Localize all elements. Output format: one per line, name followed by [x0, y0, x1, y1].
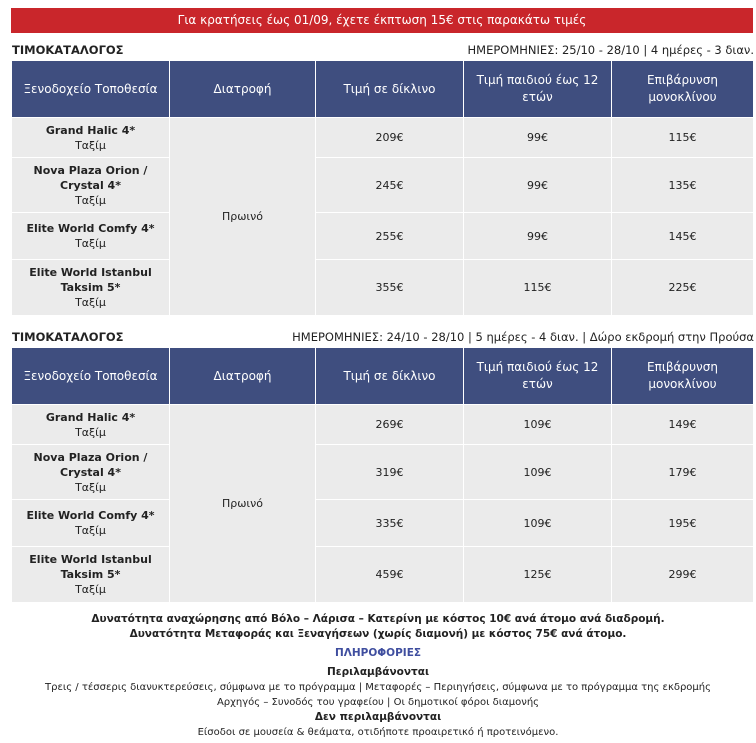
hotel-location: Ταξίμ: [75, 425, 106, 439]
single-supplement: 299€: [612, 547, 754, 603]
double-price: 245€: [316, 158, 464, 213]
child-price: 109€: [464, 445, 612, 500]
table-row: [12, 158, 754, 213]
header-double: Τιμή σε δίκλινο: [316, 348, 464, 405]
table-row: [12, 500, 754, 547]
hotel-name: Elite World Istanbul Taksim 5*: [29, 266, 152, 294]
hotel-name: Elite World Istanbul Taksim 5*: [29, 553, 152, 581]
info-title: ΠΛΗΡΟΦΟΡΙΕΣ: [334, 647, 422, 659]
hotel-location: Ταξίμ: [75, 583, 106, 596]
header-board: Διατροφή: [170, 61, 316, 118]
single-supplement: 115€: [612, 118, 754, 158]
double-price: 209€: [316, 118, 464, 158]
hotel-name: Grand Halic 4*: [45, 123, 136, 137]
hotel-location: Ταξίμ: [75, 480, 106, 494]
header-single: Επιβάρυνση μονοκλίνου: [612, 348, 754, 405]
section-2-dates: ΗΜΕΡΟΜΗΝΙΕΣ: 24/10 - 28/10 | 5 ημέρες - 4 διαν. | Δώρο εκδρομή στην Προύσα: [292, 330, 754, 344]
section-1-dates: ΗΜΕΡΟΜΗΝΙΕΣ: 25/10 - 28/10 | 4 ημέρες - 3 διαν.: [467, 43, 754, 57]
double-price: 355€: [316, 260, 464, 316]
single-supplement: 225€: [612, 260, 754, 316]
notes-block: [0, 612, 756, 740]
double-price: 335€: [316, 500, 464, 547]
hotel-cell: [12, 500, 170, 547]
excluded-line-1: Είσοδοι σε μουσεία & θεάματα, οτιδήποτε προαιρετικό ή προτεινόμενο.: [197, 727, 559, 738]
double-price: 459€: [316, 547, 464, 603]
hotel-cell: [12, 158, 170, 213]
hotel-name: Nova Plaza Orion / Crystal 4*: [33, 450, 148, 479]
header-double: Τιμή σε δίκλινο: [316, 61, 464, 118]
double-price: 269€: [316, 405, 464, 445]
double-price: 319€: [316, 445, 464, 500]
hotel-location: Ταξίμ: [75, 138, 106, 152]
hotel-name: Grand Halic 4*: [45, 410, 136, 424]
child-price: 115€: [464, 260, 612, 316]
transfer-note: Δυνατότητα Μεταφοράς και Ξεναγήσεων (χωρίς διαμονή) με κόστος 75€ ανά άτομο.: [129, 628, 627, 640]
child-price: 99€: [464, 118, 612, 158]
hotel-name: Elite World Comfy 4*: [26, 222, 155, 235]
hotel-cell: [12, 405, 170, 445]
section-2-header: [12, 329, 754, 346]
discount-banner: Για κρατήσεις έως 01/09, έχετε έκπτωση 15€ στις παρακάτω τιμές: [11, 8, 753, 33]
hotel-cell: [12, 213, 170, 260]
header-child: Τιμή παιδιού έως 12 ετών: [464, 61, 612, 118]
table-row: [12, 405, 754, 445]
board-cell: Πρωινό: [170, 118, 316, 316]
hotel-cell: [12, 547, 170, 603]
price-table-1: [11, 60, 754, 316]
single-supplement: 135€: [612, 158, 754, 213]
hotel-location: Ταξίμ: [75, 193, 106, 207]
header-single: Επιβάρυνση μονοκλίνου: [612, 61, 754, 118]
table-row: [12, 445, 754, 500]
child-price: 109€: [464, 500, 612, 547]
child-price: 125€: [464, 547, 612, 603]
section-1-header: [12, 42, 754, 59]
table-row: [12, 213, 754, 260]
hotel-cell: [12, 445, 170, 500]
hotel-location: Ταξίμ: [75, 237, 106, 250]
child-price: 99€: [464, 213, 612, 260]
single-supplement: 149€: [612, 405, 754, 445]
excluded-title: Δεν περιλαμβάνονται: [314, 711, 442, 723]
section-1-label: ΤΙΜΟΚΑΤΑΛΟΓΟΣ: [12, 43, 124, 57]
hotel-cell: [12, 260, 170, 316]
header-hotel: Ξενοδοχείο Τοποθεσία: [12, 61, 170, 118]
hotel-name: Nova Plaza Orion / Crystal 4*: [33, 163, 148, 192]
table-row: [12, 118, 754, 158]
single-supplement: 145€: [612, 213, 754, 260]
hotel-location: Ταξίμ: [75, 296, 106, 309]
hotel-name: Elite World Comfy 4*: [26, 509, 155, 522]
table-row: [12, 260, 754, 316]
child-price: 109€: [464, 405, 612, 445]
price-table-2: [11, 347, 754, 603]
single-supplement: 179€: [612, 445, 754, 500]
departure-note: Δυνατότητα αναχώρησης από Βόλο – Λάρισα – Κατερίνη με κόστος 10€ ανά άτομο ανά διαδρομή.: [91, 613, 665, 625]
included-line-1: Τρεις / τέσσερις διανυκτερεύσεις, σύμφωνα με το πρόγραμμα | Μεταφορές – Περιηγήσεις, σύμφωνα με το πρόγραμμα της εκδρομής: [45, 682, 711, 693]
single-supplement: 195€: [612, 500, 754, 547]
header-child: Τιμή παιδιού έως 12 ετών: [464, 348, 612, 405]
child-price: 99€: [464, 158, 612, 213]
included-line-2: Αρχηγός – Συνοδός του γραφείου | Οι δημοτικοί φόροι διαμονής: [216, 697, 540, 708]
included-title: Περιλαμβάνονται: [326, 666, 430, 678]
header-board: Διατροφή: [170, 348, 316, 405]
section-2-label: ΤΙΜΟΚΑΤΑΛΟΓΟΣ: [12, 330, 124, 344]
hotel-location: Ταξίμ: [75, 524, 106, 537]
board-cell: Πρωινό: [170, 405, 316, 603]
double-price: 255€: [316, 213, 464, 260]
header-hotel: Ξενοδοχείο Τοποθεσία: [12, 348, 170, 405]
hotel-cell: [12, 118, 170, 158]
table-row: [12, 547, 754, 603]
